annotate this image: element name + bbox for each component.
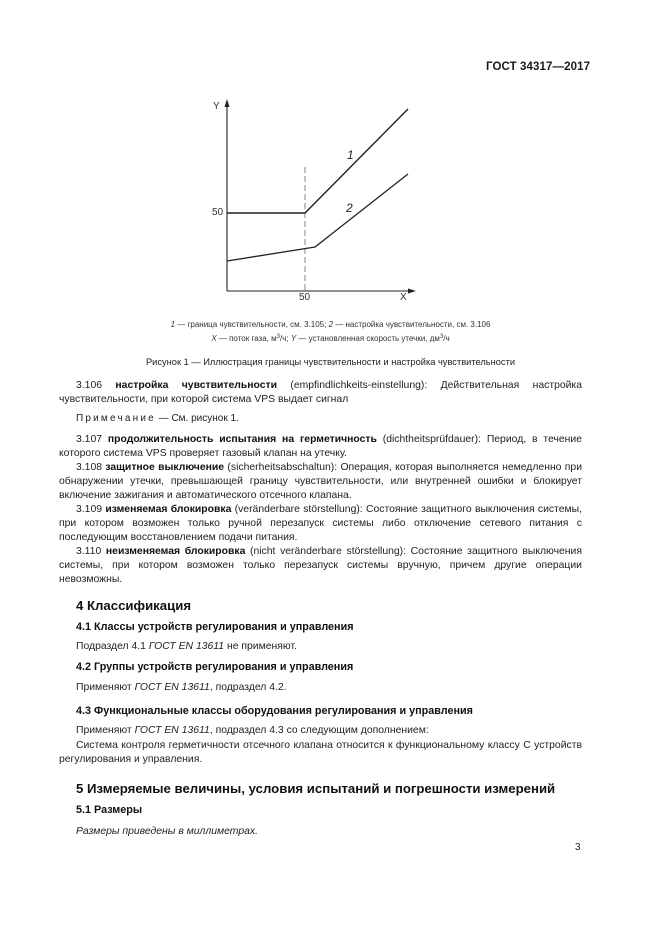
text: , подраздел 4.3 со следующим дополнением: — [209, 725, 429, 736]
definition-number: 3.108 — [76, 462, 103, 473]
definition-term: защитное выключение — [105, 462, 225, 473]
legend-text-1: — граница чувствительности, см. 3.105; — [175, 320, 329, 329]
section-5-heading: 5 Измеряемые величины, условия испытаний и погрешности измерений — [76, 781, 556, 796]
y-tick-50: 50 — [212, 207, 224, 218]
definition-number: 3.109 — [76, 504, 103, 515]
definition-text: (empfindlichkeits-einstellung): Действительная настройка чувствительности, при которой система VPS выдает сигнал — [59, 380, 582, 405]
definition-text: (veränderbare störstellung): Состояние защитного выключения системы, при котором возможен только ручной перезапуск системы либо отключение сетевого питания с последующим восстановлением подачи питания. — [59, 504, 582, 543]
note-text: — См. рисунок 1. — [155, 413, 239, 424]
definition-text: (sicherheitsabschaltun): Операция, которая выполняется немедленно при обнаружении утечки, превышающей границу чувствительности, или внутренней ошибки и блокирует включение зажигания и автоматического отсечного клапана. — [59, 462, 583, 501]
definition-term: изменяемая блокировка — [105, 504, 232, 515]
definition-number: 3.106 — [76, 380, 103, 391]
definition-term: продолжительность испытания на герметичность — [107, 434, 377, 445]
section-4-3-text — [76, 725, 429, 736]
section-5-1-text — [76, 826, 258, 837]
x-tick-50: 50 — [299, 292, 311, 303]
x-axis-label: X — [400, 292, 407, 303]
superscript: 3 — [439, 334, 444, 340]
definition-3-106 — [59, 379, 582, 407]
text: не применяют. — [224, 641, 297, 652]
legend-text-y-unit: /ч — [443, 334, 450, 343]
legend-key-x: X — [211, 334, 217, 343]
standard-reference: ГОСТ EN 13611 — [134, 682, 210, 693]
definition-3-109 — [59, 503, 582, 545]
section-4-3-paragraph: Система контроля герметичности отсечного клапана относится к функциональному классу С устройств регулирования и управления. — [59, 740, 582, 765]
standard-reference: ГОСТ EN 13611 — [134, 725, 210, 736]
section-4-2-text — [76, 682, 287, 693]
legend-text-2: — настройка чувствительности, см. 3.106 — [333, 320, 491, 329]
italic-note: Размеры приведены в миллиметрах. — [76, 826, 258, 837]
legend-text-y: — установленная скорость утечки, дм — [296, 334, 440, 343]
definition-term: настройка чувствительности — [115, 380, 277, 391]
figure-legend-line-2 — [0, 334, 661, 343]
section-4-heading: 4 Классификация — [76, 598, 192, 613]
figure-legend-line-1 — [0, 320, 661, 329]
definition-number: 3.107 — [76, 434, 103, 445]
legend-text-x: — поток газа, м — [216, 334, 277, 343]
definition-3-107 — [59, 433, 582, 461]
note-label: Примечание — [76, 413, 156, 424]
superscript: 3 — [276, 334, 280, 340]
standard-reference: ГОСТ EN 13611 — [148, 641, 225, 652]
definition-term: неизменяемая блокировка — [105, 546, 246, 557]
sensitivity-chart — [200, 95, 430, 310]
definition-3-110 — [59, 545, 582, 587]
curve-2-label: 2 — [346, 201, 353, 215]
note — [76, 413, 239, 424]
page-number: 3 — [575, 842, 581, 853]
text: Подраздел 4.1 — [76, 641, 149, 652]
text: Применяют — [76, 682, 135, 693]
definition-text: (nicht veränderbare störstellung): Состояние защитного выключения системы, при котором возможен только перезапуск системы вручную, причем другие операции невозможны. — [59, 546, 582, 585]
definition-number: 3.110 — [76, 546, 102, 557]
section-4-1-text — [76, 641, 297, 652]
section-4-3-heading: 4.3 Функциональные классы оборудования регулирования и управления — [76, 705, 473, 717]
legend-key-1: 1 — [170, 320, 176, 329]
legend-key-2: 2 — [328, 320, 334, 329]
curve-1-label: 1 — [347, 148, 354, 162]
text: , подраздел 4.2. — [209, 682, 287, 693]
legend-text-x-unit: /ч; — [279, 334, 291, 343]
section-4-1-heading: 4.1 Классы устройств регулирования и управления — [76, 621, 354, 633]
definition-text: (dichtheitsprüfdauer): Период, в течение которого система VPS проверяет газовый клапан на утечку. — [59, 434, 583, 459]
y-axis-label: Y — [213, 101, 220, 112]
text: Применяют — [76, 725, 135, 736]
document-id: ГОСТ 34317—2017 — [486, 61, 591, 73]
legend-key-y: Y — [290, 334, 297, 343]
figure-caption: Рисунок 1 — Иллюстрация границы чувствительности и настройка чувствительности — [145, 357, 516, 367]
definition-3-108 — [59, 461, 582, 503]
section-4-2-heading: 4.2 Группы устройств регулирования и управления — [76, 661, 354, 673]
section-5-1-heading: 5.1 Размеры — [76, 804, 143, 816]
